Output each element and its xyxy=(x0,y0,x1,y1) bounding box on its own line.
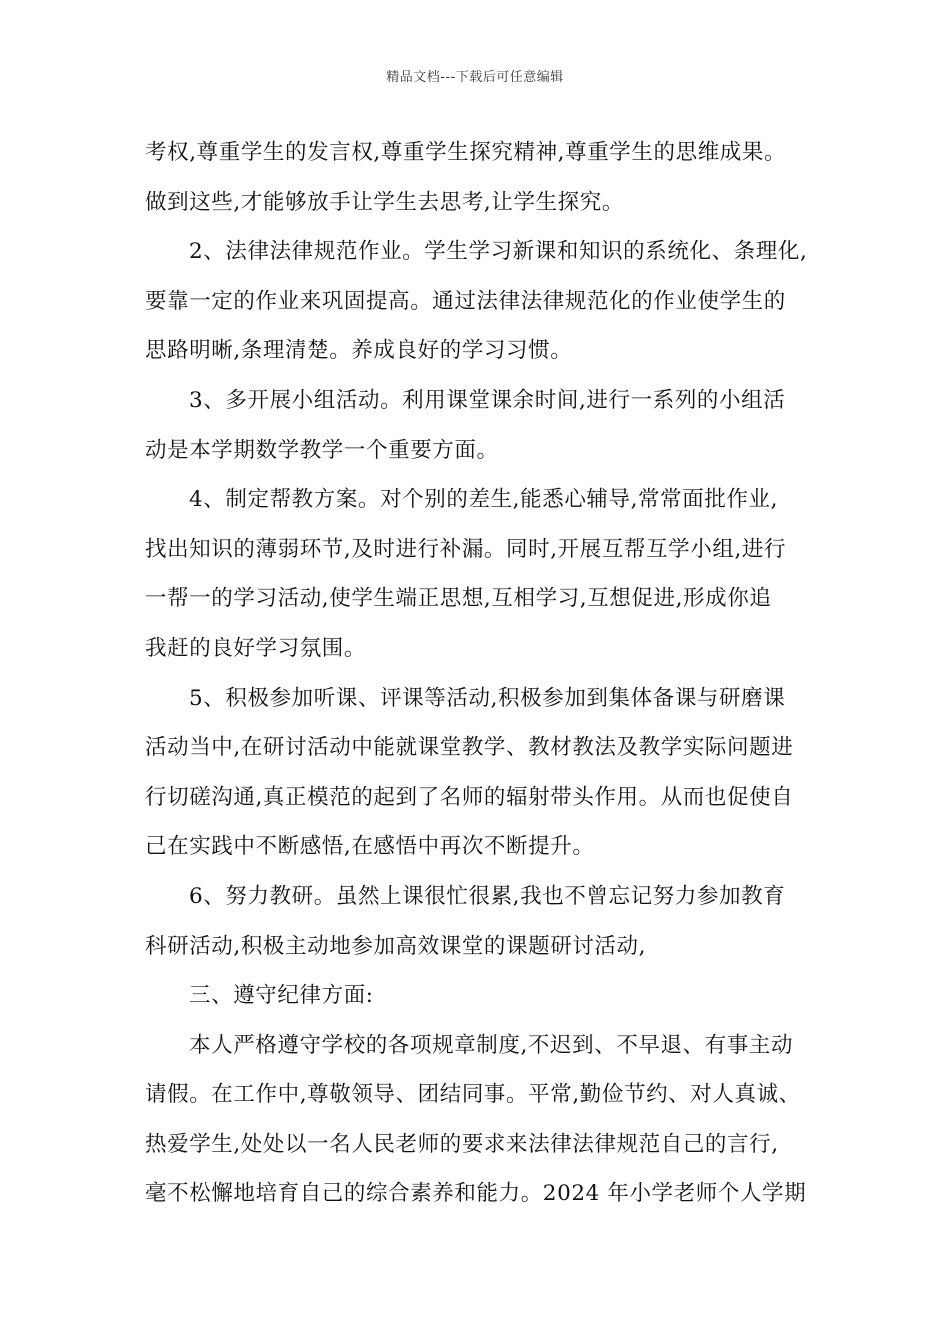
text-line: 做到这些,才能够放手让学生去思考,让学生探究。 xyxy=(145,189,624,215)
text-line: 活动当中,在研讨活动中能就课堂教学、教材教法及教学实际问题进 xyxy=(145,735,794,761)
document-body xyxy=(145,128,817,1219)
text-line: 3、多开展小组活动。利用课堂课余时间,进行一系列的小组活 xyxy=(189,387,786,413)
text-line: 行切磋沟通,真正模范的起到了名师的辐射带头作用。从而也促使自 xyxy=(145,784,794,810)
text-line: 请假。在工作中,尊敬领导、团结同事。平常,勤俭节约、对人真诚、 xyxy=(145,1082,801,1108)
text-line: 毫不松懈地培育自己的综合素养和能力。2024 年小学老师个人学期 xyxy=(145,1181,807,1207)
text-line: 思路明晰,条理清楚。养成良好的学习习惯。 xyxy=(145,338,573,364)
text-line: 我赶的良好学习氛围。 xyxy=(145,635,367,661)
text-line: 4、制定帮教方案。对个别的差生,能悉心辅导,常常面批作业, xyxy=(189,487,779,513)
text-line: 本人严格遵守学校的各项规章制度,不迟到、不早退、有事主动 xyxy=(189,1032,794,1058)
text-line: 一帮一的学习活动,使学生端正思想,互相学习,互想促进,形成你追 xyxy=(145,586,772,612)
text-line: 2、法律法律规范作业。学生学习新课和知识的系统化、条理化, xyxy=(189,239,808,265)
text-line: 5、积极参加听课、评课等活动,积极参加到集体备课与研磨课 xyxy=(189,685,786,711)
page-header: 精品文档---下载后可任意编辑 xyxy=(386,70,564,85)
section-heading: 三、遵守纪律方面: xyxy=(189,983,374,1009)
text-line: 科研活动,积极主动地参加高效课堂的课题研讨活动, xyxy=(145,933,647,959)
text-line: 热爱学生,处处以一名人民老师的要求来法律法律规范自己的言行, xyxy=(145,1131,779,1157)
text-line: 考权,尊重学生的发言权,尊重学生探究精神,尊重学生的思维成果。 xyxy=(145,140,787,165)
text-line: 己在实践中不断感悟,在感悟中再次不断提升。 xyxy=(145,834,595,860)
text-line: 找出知识的薄弱环节,及时进行补漏。同时,开展互帮互学小组,进行 xyxy=(145,536,787,562)
text-line: 动是本学期数学教学一个重要方面。 xyxy=(145,437,499,463)
text-line: 6、努力教研。虽然上课很忙很累,我也不曾忘记努力参加教育 xyxy=(189,883,786,909)
text-line: 要靠一定的作业来巩固提高。通过法律法律规范化的作业使学生的 xyxy=(145,288,786,314)
